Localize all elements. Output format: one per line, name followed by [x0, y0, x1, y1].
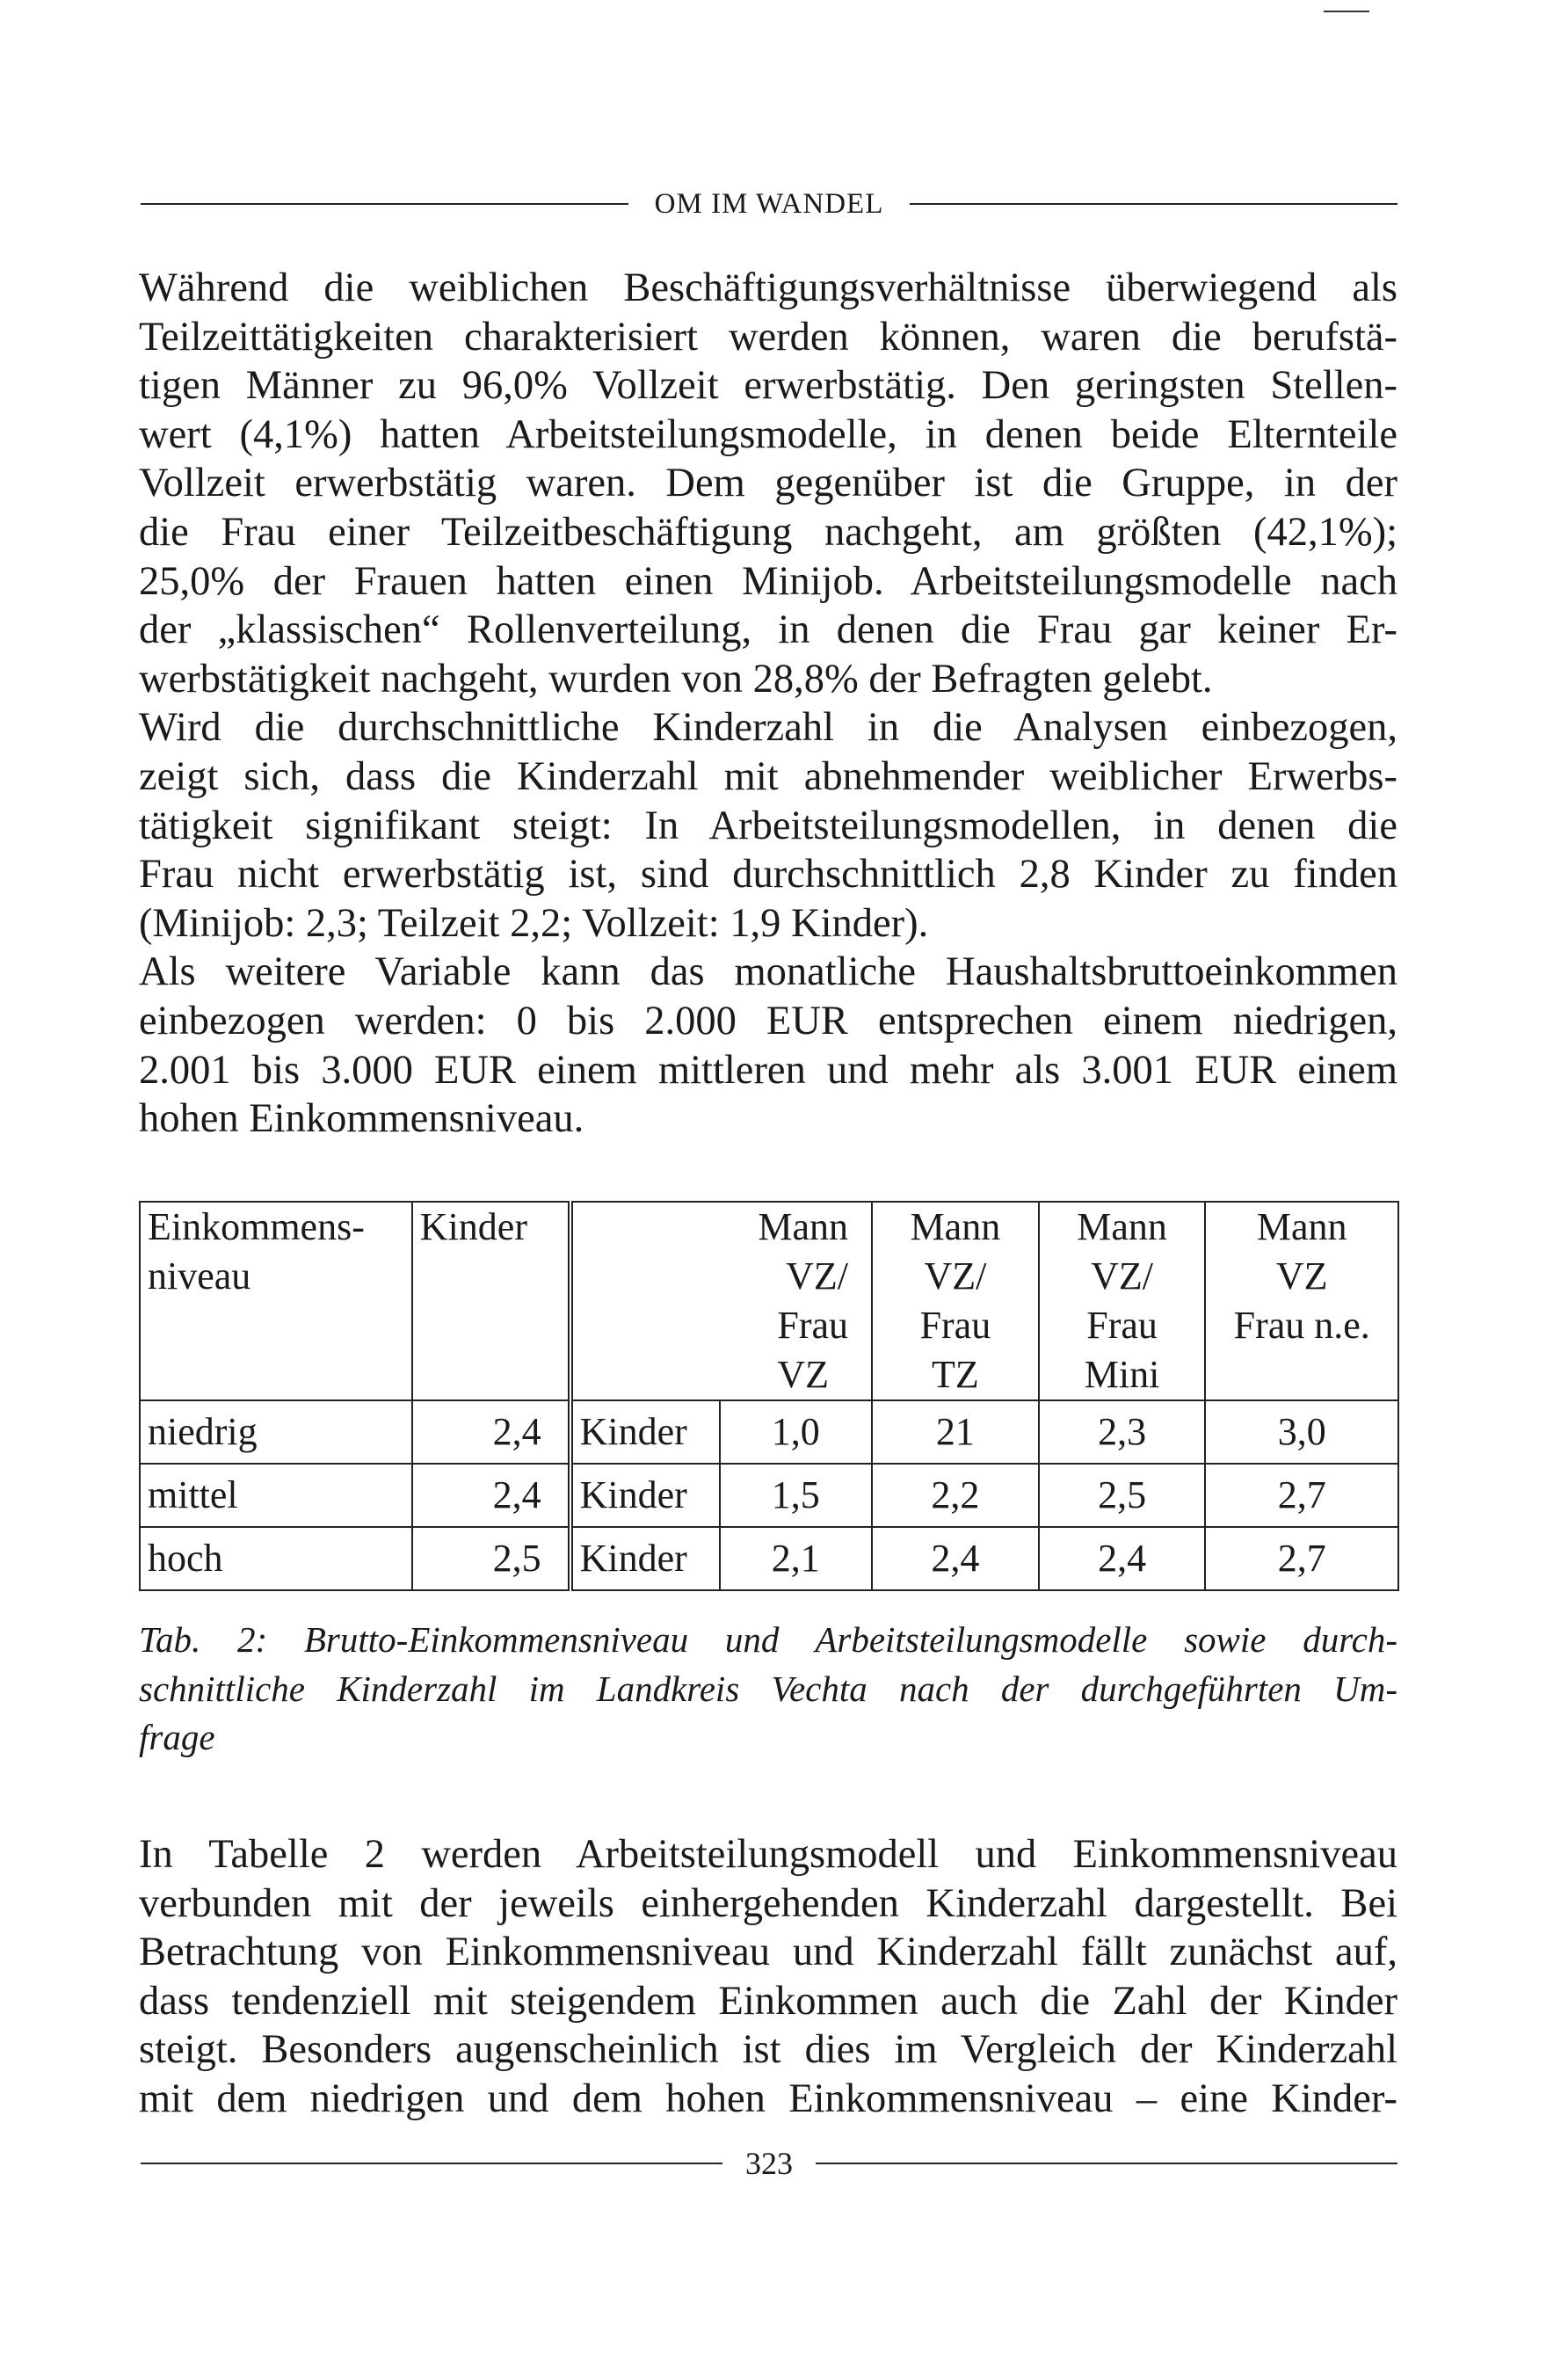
- cell-vz-ne: 2,7: [1205, 1464, 1398, 1527]
- top-corner-rule: [1324, 11, 1369, 12]
- cell-level: niedrig: [140, 1400, 412, 1464]
- text-line: (Minijob: 2,3; Teilzeit 2,2; Vollzeit: 1,9 Kinder).: [139, 900, 929, 946]
- cell-vz-vz: 1,0: [720, 1400, 873, 1464]
- footer-rule-right: [816, 2163, 1397, 2164]
- caption-line: frage: [139, 1717, 215, 1758]
- caption-line: Tab. 2: Brutto-Einkommensniveau und Arbeitsteilungsmodelle sowie durch-: [139, 1619, 1397, 1660]
- cell-label: Kinder: [570, 1527, 720, 1590]
- header-income-level: Einkommens- niveau: [140, 1202, 412, 1400]
- text-line: steigt. Besonders augenscheinlich ist dies im Vergleich der Kinderzahl: [139, 2027, 1397, 2073]
- cell-level: mittel: [140, 1464, 412, 1527]
- text-line: Wird die durchschnittliche Kinderzahl in die Analysen einbezogen,: [139, 705, 1397, 751]
- cell-children: 2,5: [412, 1527, 570, 1590]
- text-line: wert (4,1%) hatten Arbeitsteilungsmodelle, in denen beide Elternteile: [139, 411, 1397, 457]
- text-line: die Frau einer Teilzeitbeschäftigung nachgeht, am größten (42,1%);: [139, 509, 1397, 555]
- header-vz-vz: Mann VZ/ Frau VZ: [570, 1202, 872, 1400]
- text-line: tätigkeit signifikant steigt: In Arbeitsteilungsmodellen, in denen die: [139, 803, 1397, 848]
- text-line: Teilzeittätigkeiten charakterisiert werden können, waren die berufstä-: [139, 314, 1397, 360]
- running-head-rule-right: [910, 203, 1397, 205]
- cell-level: hoch: [140, 1527, 412, 1590]
- running-head-rule-left: [141, 203, 628, 205]
- cell-children: 2,4: [412, 1464, 570, 1527]
- cell-vz-mini: 2,5: [1039, 1464, 1206, 1527]
- income-model-table: [139, 1201, 1399, 1591]
- cell-vz-vz: 1,5: [720, 1464, 873, 1527]
- text-line: 25,0% der Frauen hatten einen Minijob. Arbeitsteilungsmodelle nach: [139, 558, 1397, 604]
- text-line: Während die weiblichen Beschäftigungsverhältnisse überwiegend als: [139, 265, 1397, 310]
- footer-rule-left: [141, 2163, 722, 2164]
- running-head-title: OM IM WANDEL: [654, 187, 884, 220]
- page-footer: [141, 2141, 1397, 2185]
- table-row: [140, 1400, 1398, 1464]
- cell-vz-tz: 2,2: [872, 1464, 1039, 1527]
- table-row: [140, 1464, 1398, 1527]
- header-vz-mini: Mann VZ/ Frau Mini: [1039, 1202, 1206, 1400]
- header-vz-ne: Mann VZ Frau n.e.: [1205, 1202, 1398, 1400]
- text-line: mit dem niedrigen und dem hohen Einkommensniveau – eine Kinder-: [139, 2076, 1397, 2121]
- table-caption: [139, 1614, 1397, 1761]
- text-line: hohen Einkommensniveau.: [139, 1096, 584, 1142]
- text-line: Vollzeit erwerbstätig waren. Dem gegenüber ist die Gruppe, in der: [139, 461, 1397, 506]
- text-line: 2.001 bis 3.000 EUR einem mittleren und mehr als 3.001 EUR einem: [139, 1047, 1397, 1093]
- cell-children: 2,4: [412, 1400, 570, 1464]
- caption-line: schnittliche Kinderzahl im Landkreis Vechta nach der durchgeführten Um-: [139, 1668, 1397, 1709]
- text-line: werbstätigkeit nachgeht, wurden von 28,8% der Befragten gelebt.: [139, 656, 1213, 702]
- text-line: zeigt sich, dass die Kinderzahl mit abnehmender weiblicher Erwerbs-: [139, 753, 1397, 799]
- cell-vz-ne: 2,7: [1205, 1527, 1398, 1590]
- text-line: dass tendenziell mit steigendem Einkommen auch die Zahl der Kinder: [139, 1978, 1397, 2024]
- cell-vz-vz: 2,1: [720, 1527, 873, 1590]
- table-row: [140, 1527, 1398, 1590]
- cell-vz-mini: 2,4: [1039, 1527, 1206, 1590]
- cell-vz-ne: 3,0: [1205, 1400, 1398, 1464]
- text-line: einbezogen werden: 0 bis 2.000 EUR entsprechen einem niedrigen,: [139, 998, 1397, 1043]
- running-head: [141, 186, 1397, 222]
- cell-label: Kinder: [570, 1400, 720, 1464]
- page-number: 323: [745, 2146, 793, 2181]
- cell-vz-tz: 21: [872, 1400, 1039, 1464]
- paragraph-employment: [139, 264, 1397, 1144]
- table-header-row: [140, 1202, 1398, 1400]
- paragraph-table-discussion: [139, 1830, 1397, 2124]
- cell-vz-tz: 2,4: [872, 1527, 1039, 1590]
- text-line: tigen Männer zu 96,0% Vollzeit erwerbstätig. Den geringsten Stellen-: [139, 363, 1397, 409]
- cell-label: Kinder: [570, 1464, 720, 1527]
- text-line: Betrachtung von Einkommensniveau und Kinderzahl fällt zunächst auf,: [139, 1930, 1397, 1975]
- header-children: Kinder: [412, 1202, 570, 1400]
- text-line: der „klassischen“ Rollenverteilung, in denen die Frau gar keiner Er-: [139, 607, 1397, 653]
- header-vz-tz: Mann VZ/ Frau TZ: [872, 1202, 1039, 1400]
- text-line: Frau nicht erwerbstätig ist, sind durchschnittlich 2,8 Kinder zu finden: [139, 852, 1397, 898]
- text-line: Als weitere Variable kann das monatliche Haushaltsbruttoeinkommen: [139, 949, 1397, 995]
- text-line: In Tabelle 2 werden Arbeitsteilungsmodell und Einkommensniveau: [139, 1832, 1397, 1877]
- text-line: verbunden mit der jeweils einhergehenden Kinderzahl dargestellt. Bei: [139, 1880, 1397, 1926]
- cell-vz-mini: 2,3: [1039, 1400, 1206, 1464]
